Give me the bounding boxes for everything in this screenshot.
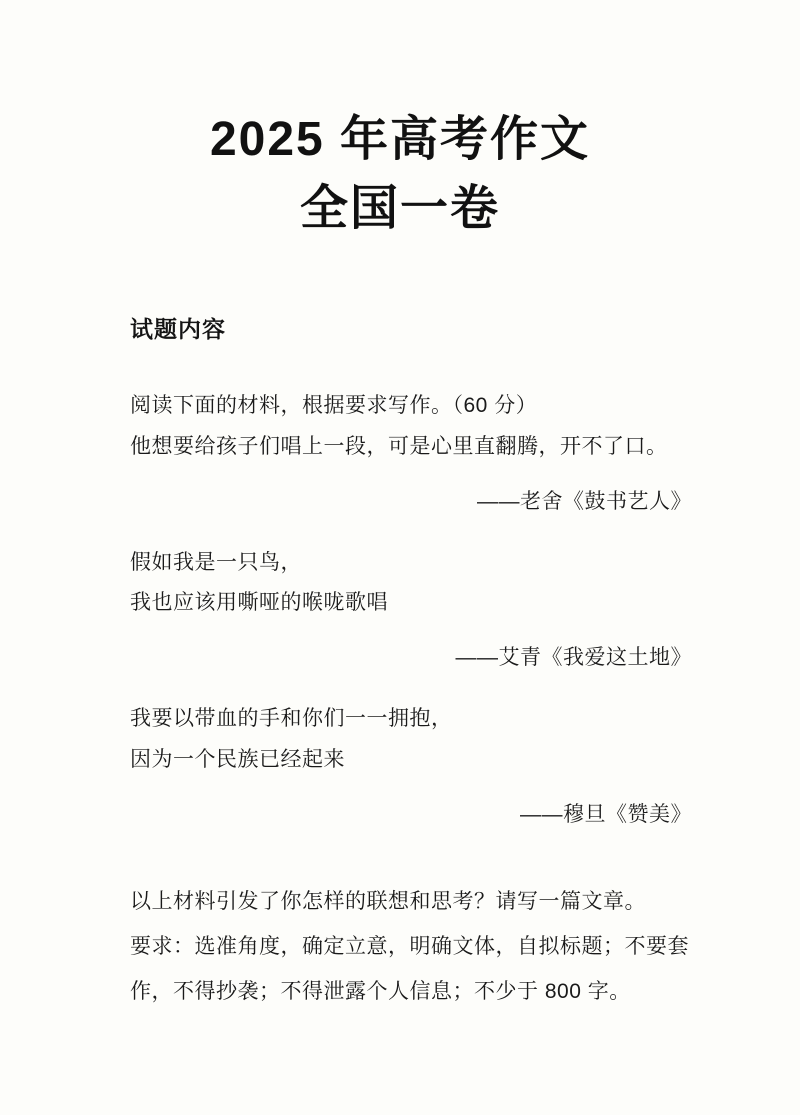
closing-line-2: 要求：选准角度，确定立意，明确文体，自拟标题；不要套 [130,935,689,959]
prompt-intro: 阅读下面的材料，根据要求写作。（60 分） [130,393,538,417]
quote-2-line-1: 假如我是一只鸟， [130,550,302,574]
spacer [130,468,692,482]
quote-2-line-2: 我也应该用嘶哑的喉咙歌唱 [130,591,388,615]
title-line-1: 2025 年高考作文 [209,113,591,166]
quote-block-3 [130,699,692,836]
closing-line-1: 以上材料引发了你怎样的联想和思考？请写一篇文章。 [130,890,646,914]
document-title [62,0,738,241]
quote-3-attribution: ——穆旦《赞美》 [520,803,692,827]
title-line-2: 全国一卷 [299,182,500,236]
prompt-body [130,386,692,1013]
quote-1-attribution: ——老舍《鼓书艺人》 [477,489,692,513]
quote-1-line-1: 他想要给孩子们唱上一段，可是心里直翻腾，开不了口。 [130,434,668,458]
quote-2-attribution: ——艾青《我爱这土地》 [455,646,692,670]
section-heading: 试题内容 [130,315,226,342]
closing-instructions [130,882,692,1013]
quote-block-1 [130,427,692,523]
spacer [130,781,692,795]
quote-block-2 [130,543,692,680]
closing-line-3: 作，不得抄袭；不得泄露个人信息；不少于 800 字。 [130,980,631,1004]
quote-3-line-1: 我要以带血的手和你们一一拥抱， [130,707,453,731]
spacer [130,523,692,543]
spacer [130,679,692,699]
quote-3-line-2: 因为一个民族已经起来 [130,748,345,772]
spacer [130,624,692,638]
